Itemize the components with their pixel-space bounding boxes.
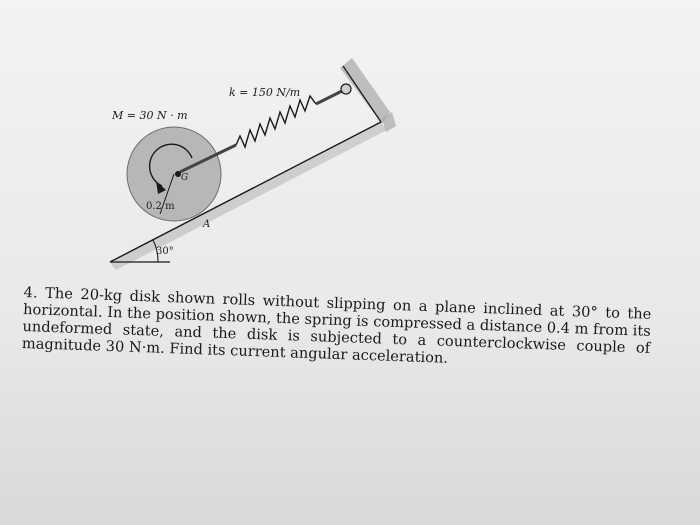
spring-end-rod — [316, 90, 344, 104]
angle-label: 30° — [156, 246, 174, 257]
spring-stiffness-label: k = 150 N/m — [229, 86, 301, 99]
spring-coil — [236, 96, 316, 147]
problem-text: 4. The 20-kg disk shown rolls without slipping on a plane inclined at 30° to the horizontal. In the position shown, the spring is compressed a distance 0.4 m from its undeformed state, and the disk is subjected to a counterclockwise couple of magnitude 30 N·m. Find its current angular acceleration. — [21, 284, 652, 367]
problem-statement — [22, 284, 652, 374]
contact-point-label: A — [203, 219, 211, 230]
radius-label: 0.2 m — [146, 201, 175, 212]
center-label: G — [181, 173, 189, 183]
wall-pin — [341, 84, 351, 94]
moment-label: M = 30 N · m — [112, 109, 188, 122]
wall-hatching — [340, 58, 396, 132]
